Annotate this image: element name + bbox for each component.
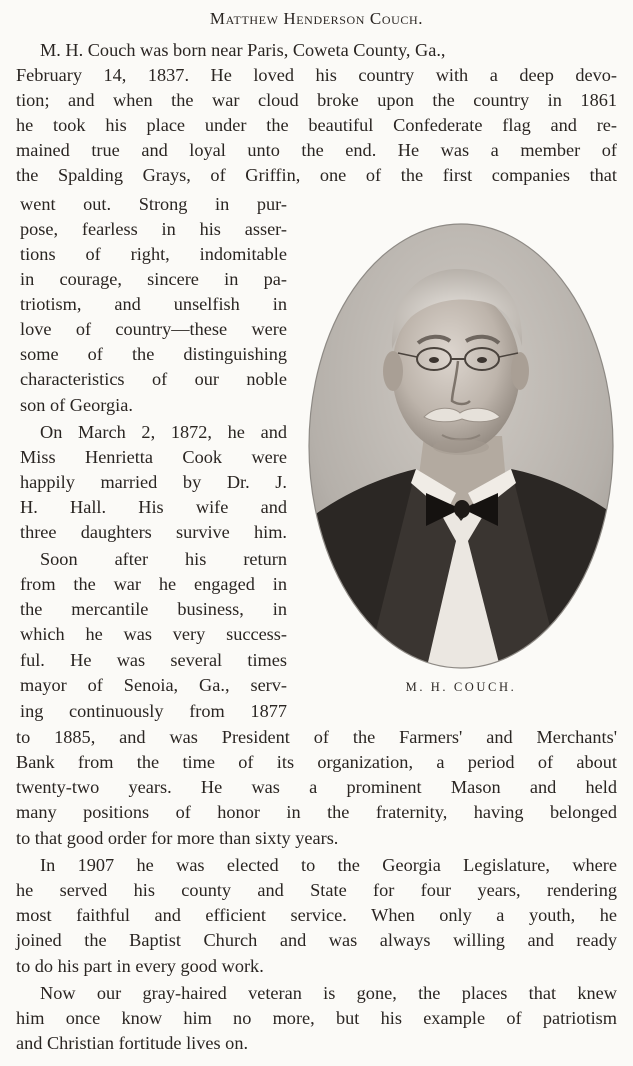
text-line: Bank from the time of its organization, a period of about: [16, 752, 617, 772]
text-line: characteristics of our noble: [20, 369, 287, 389]
text-line: In 1907 he was elected to the Georgia Legislature, where: [40, 855, 617, 875]
text-line: to 1885, and was President of the Farmers' and Merchants': [16, 727, 617, 747]
text-line: tion; and when the war cloud broke upon the country in 1861: [16, 90, 617, 110]
text-line: ful. He was several times: [20, 650, 287, 670]
text-line: joined the Baptist Church and was always willing and ready: [16, 930, 617, 950]
text-line: he took his place under the beautiful Confederate flag and re-: [16, 115, 617, 135]
text-line: mained true and loyal unto the end. He was a member of: [16, 140, 617, 160]
text-line: some of the distinguishing: [20, 344, 287, 364]
text-line: from the war he engaged in: [20, 574, 287, 594]
text-line: and Christian fortitude lives on.: [16, 1033, 249, 1053]
text-line: On March 2, 1872, he and: [40, 422, 287, 442]
text-line: Miss Henrietta Cook were: [20, 447, 287, 467]
text-line: February 14, 1837. He loved his country with a deep devo-: [16, 65, 617, 85]
text-line: in courage, sincere in pa-: [20, 269, 287, 289]
text-line: M. H. Couch was born near Paris, Coweta County, Ga.,: [40, 40, 446, 60]
text-line: many positions of honor in the fraternity, having belonged: [16, 802, 617, 822]
text-line: ing continuously from 1877: [20, 701, 287, 721]
text-line: H. Hall. His wife and: [20, 497, 287, 517]
text-line: to that good order for more than sixty years.: [16, 828, 339, 848]
text-line: Now our gray-haired veteran is gone, the places that knew: [40, 983, 617, 1003]
text-line: which he was very success-: [20, 624, 287, 644]
text-line: the mercantile business, in: [20, 599, 287, 619]
text-line: love of country—these were: [20, 319, 287, 339]
text-line: he served his county and State for four years, rendering: [16, 880, 617, 900]
text-line: triotism, and unselfish in: [20, 294, 287, 314]
text-line: to do his part in every good work.: [16, 956, 264, 976]
text-line: three daughters survive him.: [20, 522, 287, 542]
text-line: tions of right, indomitable: [20, 244, 287, 264]
text-line: pose, fearless in his asser-: [20, 219, 287, 239]
text-line: went out. Strong in pur-: [20, 194, 287, 214]
text-line: most faithful and efficient service. When only a youth, he: [16, 905, 617, 925]
page-title: Matthew Henderson Couch.: [209, 9, 424, 28]
text-line: Soon after his return: [40, 549, 287, 569]
text-line: the Spalding Grays, of Griffin, one of the first companies that: [16, 165, 617, 185]
text-line: son of Georgia.: [20, 395, 133, 415]
text-line: twenty-two years. He was a prominent Mason and held: [16, 777, 617, 797]
text-line: him once know him no more, but his example of patriotism: [16, 1008, 617, 1028]
portrait-caption: M. H. COUCH.: [405, 680, 517, 694]
portrait-photo: [306, 221, 616, 671]
text-line: mayor of Senoia, Ga., serv-: [20, 675, 287, 695]
text-line: happily married by Dr. J.: [20, 472, 287, 492]
